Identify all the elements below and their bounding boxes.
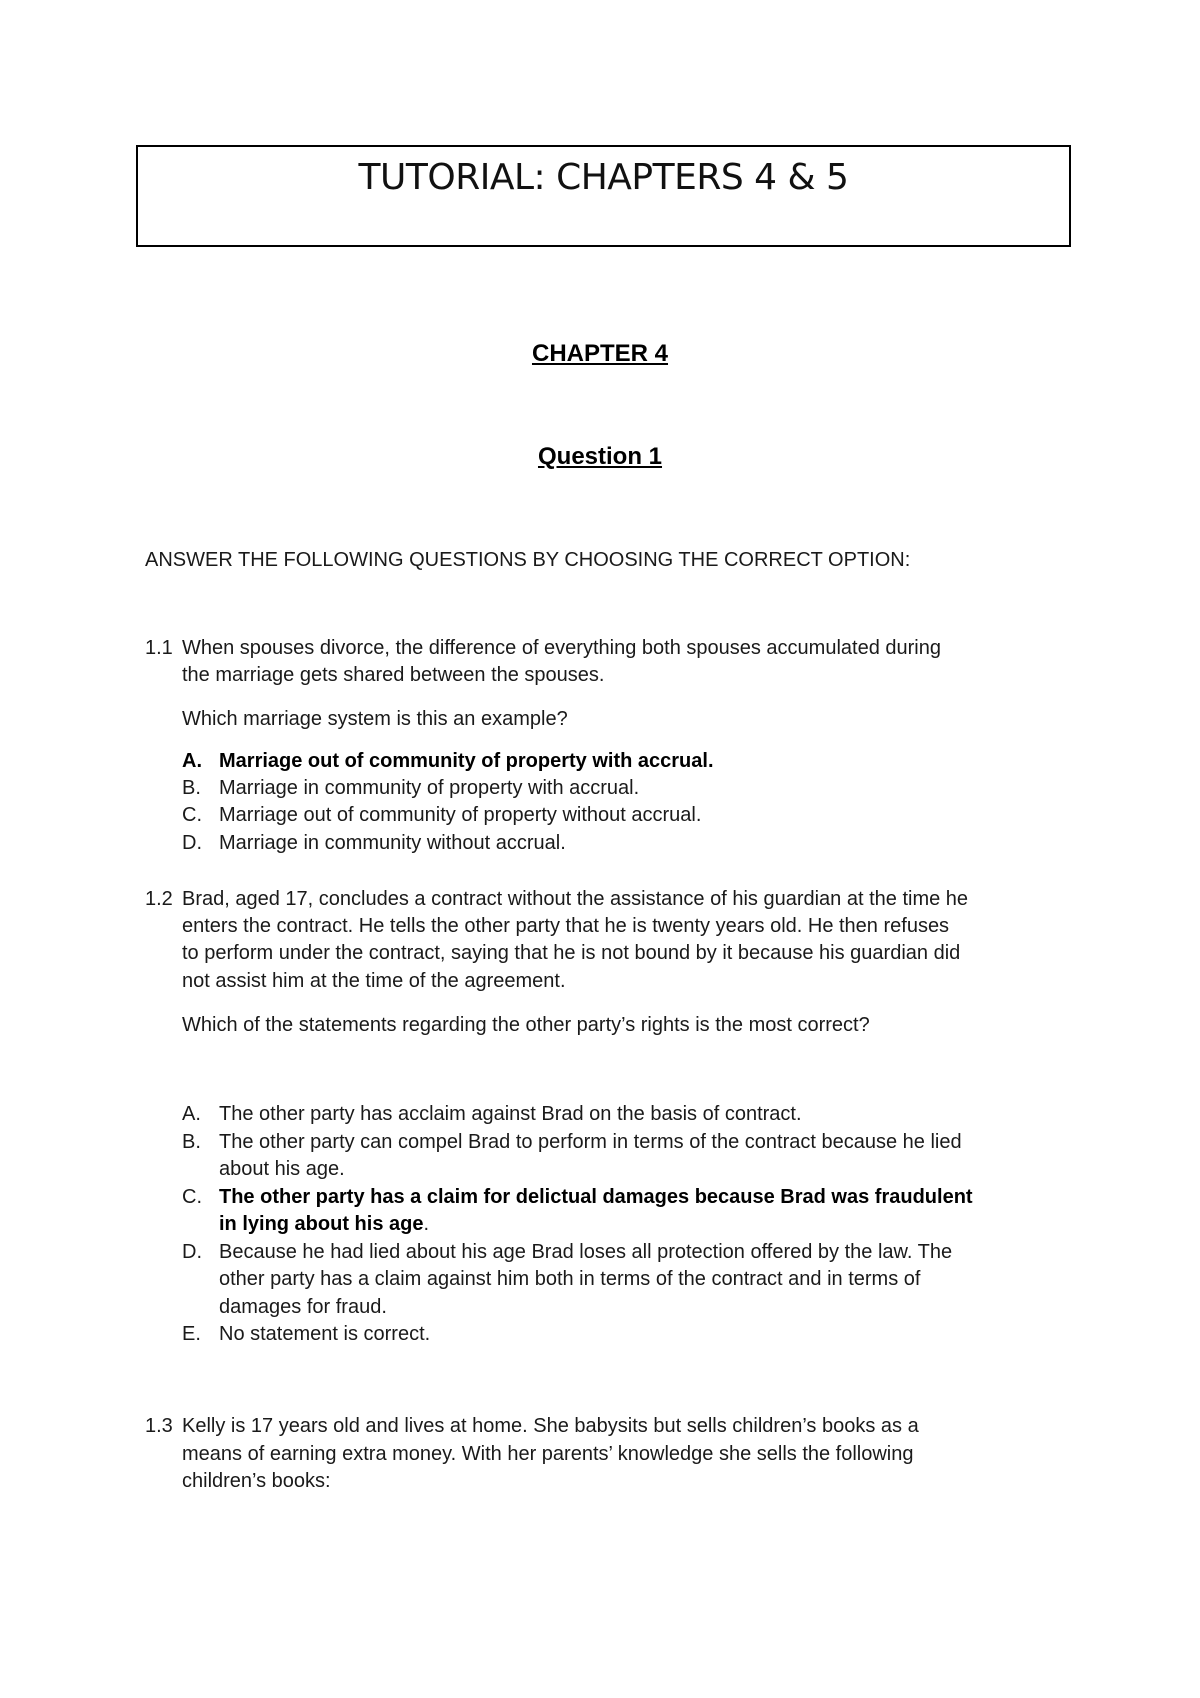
title-box — [136, 145, 1071, 247]
option-letter: B. — [182, 1131, 201, 1153]
option-letter: B. — [182, 777, 201, 799]
option-text: other party has a claim against him both in terms of the contract and in terms of — [219, 1268, 921, 1290]
option-text: Marriage in community without accrual. — [219, 832, 566, 854]
question-number: 1.1 — [145, 637, 173, 659]
question-text: children’s books: — [182, 1470, 331, 1492]
option-letter: E. — [182, 1323, 201, 1345]
option-text: Because he had lied about his age Brad loses all protection offered by the law. The — [219, 1241, 953, 1263]
option-text: Marriage in community of property with accrual. — [219, 777, 640, 799]
option-letter: A. — [182, 750, 202, 772]
question-text: the marriage gets shared between the spouses. — [182, 664, 605, 686]
question-text: enters the contract. He tells the other party that he is twenty years old. He then refuses — [182, 915, 950, 937]
document-title: TUTORIAL: CHAPTERS 4 & 5 — [358, 157, 849, 198]
option-text: about his age. — [219, 1158, 345, 1180]
option-text: damages for fraud. — [219, 1296, 387, 1318]
question-text: means of earning extra money. With her parents’ knowledge she sells the following — [182, 1443, 914, 1465]
question-text: Kelly is 17 years old and lives at home. She babysits but sells children’s books as a — [182, 1415, 919, 1437]
instruction-text: ANSWER THE FOLLOWING QUESTIONS BY CHOOSING THE CORRECT OPTION: — [145, 549, 911, 571]
option-letter: D. — [182, 832, 202, 854]
question-prompt: Which of the statements regarding the other party’s rights is the most correct? — [182, 1014, 870, 1036]
option-letter: C. — [182, 804, 202, 826]
question-number: 1.2 — [145, 888, 173, 910]
chapter-heading: CHAPTER 4 — [531, 340, 669, 367]
question-text: to perform under the contract, saying that he is not bound by it because his guardian did — [182, 942, 961, 964]
option-text-correct-line — [219, 1210, 429, 1238]
option-text: Marriage out of community of property without accrual. — [219, 804, 702, 826]
question-text: When spouses divorce, the difference of everything both spouses accumulated during — [182, 637, 941, 659]
option-suffix: . — [423, 1213, 430, 1235]
option-text-correct: Marriage out of community of property with accrual. — [219, 750, 714, 772]
option-text-correct: The other party has a claim for delictual damages because Brad was fraudulent — [219, 1186, 973, 1208]
question-prompt: Which marriage system is this an example? — [182, 708, 568, 730]
option-text: The other party has acclaim against Brad on the basis of contract. — [219, 1103, 802, 1125]
option-letter: C. — [182, 1186, 202, 1208]
option-letter: D. — [182, 1241, 202, 1263]
option-letter: A. — [182, 1103, 201, 1125]
question-text: not assist him at the time of the agreement. — [182, 970, 566, 992]
option-text: No statement is correct. — [219, 1323, 431, 1345]
option-text: The other party can compel Brad to perform in terms of the contract because he lied — [219, 1131, 962, 1153]
question-text: Brad, aged 17, concludes a contract without the assistance of his guardian at the time he — [182, 888, 969, 910]
question-number: 1.3 — [145, 1415, 173, 1437]
question-heading: Question 1 — [537, 443, 663, 470]
option-text-correct: in lying about his age — [219, 1213, 424, 1235]
